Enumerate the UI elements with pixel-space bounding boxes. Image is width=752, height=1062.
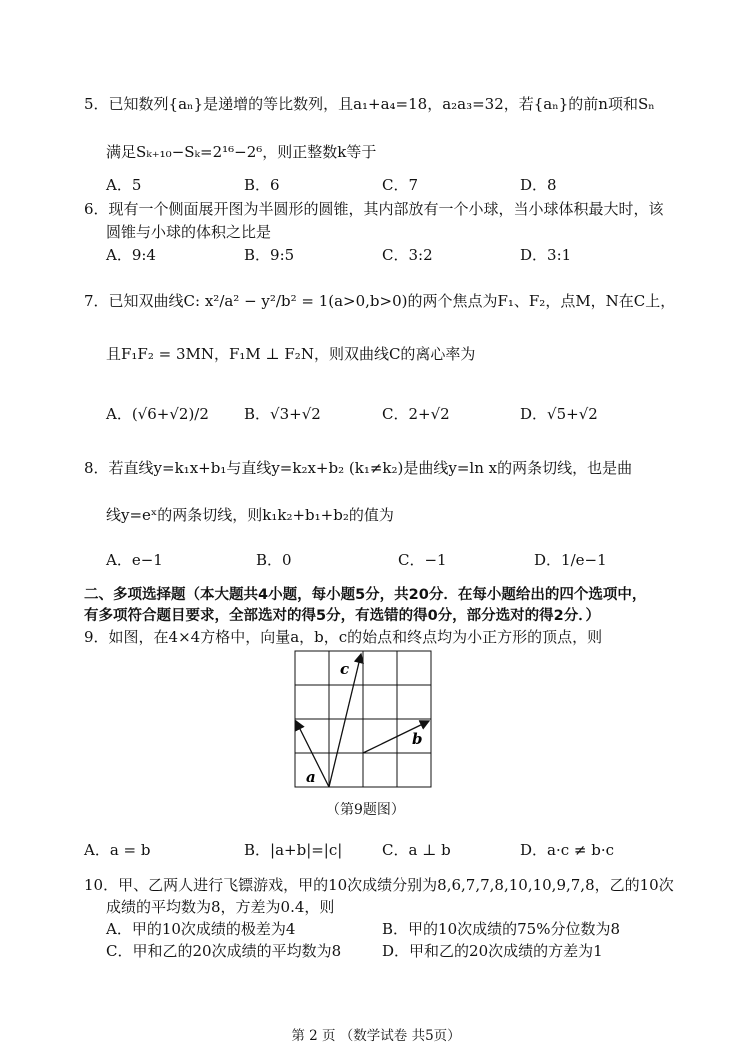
q10-line1: 10．甲、乙两人进行飞镖游戏，甲的10次成绩分别为8,6,7,7,8,10,10,9,7,8，乙的10次 [84,876,674,894]
q8-line1: 8．若直线y=k₁x+b₁与直线y=k₂x+b₂ (k₁≠k₂)是曲线y=ln x的两条切线，也是曲 [84,459,633,477]
q9-option-c: C．a ⊥ b [382,841,451,859]
q6-line1: 6．现有一个侧面展开图为半圆形的圆锥，其内部放有一个小球，当小球体积最大时，该 [84,200,664,218]
q5-option-b: B．6 [244,176,280,194]
q10-option-c: C．甲和乙的20次成绩的平均数为8 [106,942,342,960]
q9-option-b: B．|a+b|=|c| [244,841,343,859]
q9-figure-caption: （第9题图） [326,802,405,818]
q9-option-d: D．a·c ≠ b·c [520,841,615,859]
q10-line2: 成绩的平均数为8，方差为0.4，则 [106,898,335,916]
q10-option-a: A．甲的10次成绩的极差为4 [106,920,296,938]
q8-line2: 线y=eˣ的两条切线，则k₁k₂+b₁+b₂的值为 [106,506,394,524]
q6-line2: 圆锥与小球的体积之比是 [106,223,272,241]
q7-option-b: B．√3+√2 [244,405,321,423]
q5-line1: 5．已知数列{aₙ}是递增的等比数列，且a₁+a₄=18，a₂a₃=32，若{aₙ}的前n项和Sₙ [84,95,655,113]
q5-line2: 满足Sₖ₊₁₀−Sₖ=2¹⁶−2⁶，则正整数k等于 [106,143,377,161]
vector-a-label: a [306,768,316,786]
q6-option-d: D．3:1 [520,246,572,264]
q7-option-c: C．2+√2 [382,405,450,423]
vector-c-label: c [340,660,350,678]
q5-option-d: D．8 [520,176,557,194]
page-footer: 第 2 页 （数学试卷 共5页） [291,1028,461,1044]
q8-option-a: A．e−1 [106,551,163,569]
q9-option-a: A．a = b [84,841,151,859]
q8-option-c: C．−1 [398,551,447,569]
q7-line1: 7．已知双曲线C: x²/a² − y²/b² = 1(a>0,b>0)的两个焦点为F₁、F₂，点M，N在C上， [84,292,676,310]
q6-option-a: A．9:4 [106,246,156,264]
q10-option-b: B．甲的10次成绩的75%分位数为8 [382,920,620,938]
grid-lines [295,651,431,787]
q5-option-a: A．5 [106,176,142,194]
q7-option-d: D．√5+√2 [520,405,598,423]
vector-b-label: b [412,730,423,748]
q5-option-c: C．7 [382,176,419,194]
q7-option-a: A．(√6+√2)/2 [106,405,209,423]
section2-heading-line1: 二、多项选择题（本大题共4小题，每小题5分，共20分．在每小题给出的四个选项中， [84,587,647,603]
q10-option-d: D．甲和乙的20次成绩的方差为1 [382,942,603,960]
q7-line2: 且F₁F₂ = 3MN，F₁M ⊥ F₂N，则双曲线C的离心率为 [106,345,476,363]
q6-option-b: B．9:5 [244,246,295,264]
section2-heading-line2: 有多项符合题目要求，全部选对的得5分，有选错的得0分，部分选对的得2分．） [84,608,601,624]
q9-grid-figure [294,650,434,790]
q8-option-b: B．0 [256,551,292,569]
q9-line1: 9．如图，在4×4方格中，向量a，b，c的始点和终点均为小正方形的顶点，则 [84,628,603,646]
q8-option-d: D．1/e−1 [534,551,607,569]
q6-option-c: C．3:2 [382,246,433,264]
